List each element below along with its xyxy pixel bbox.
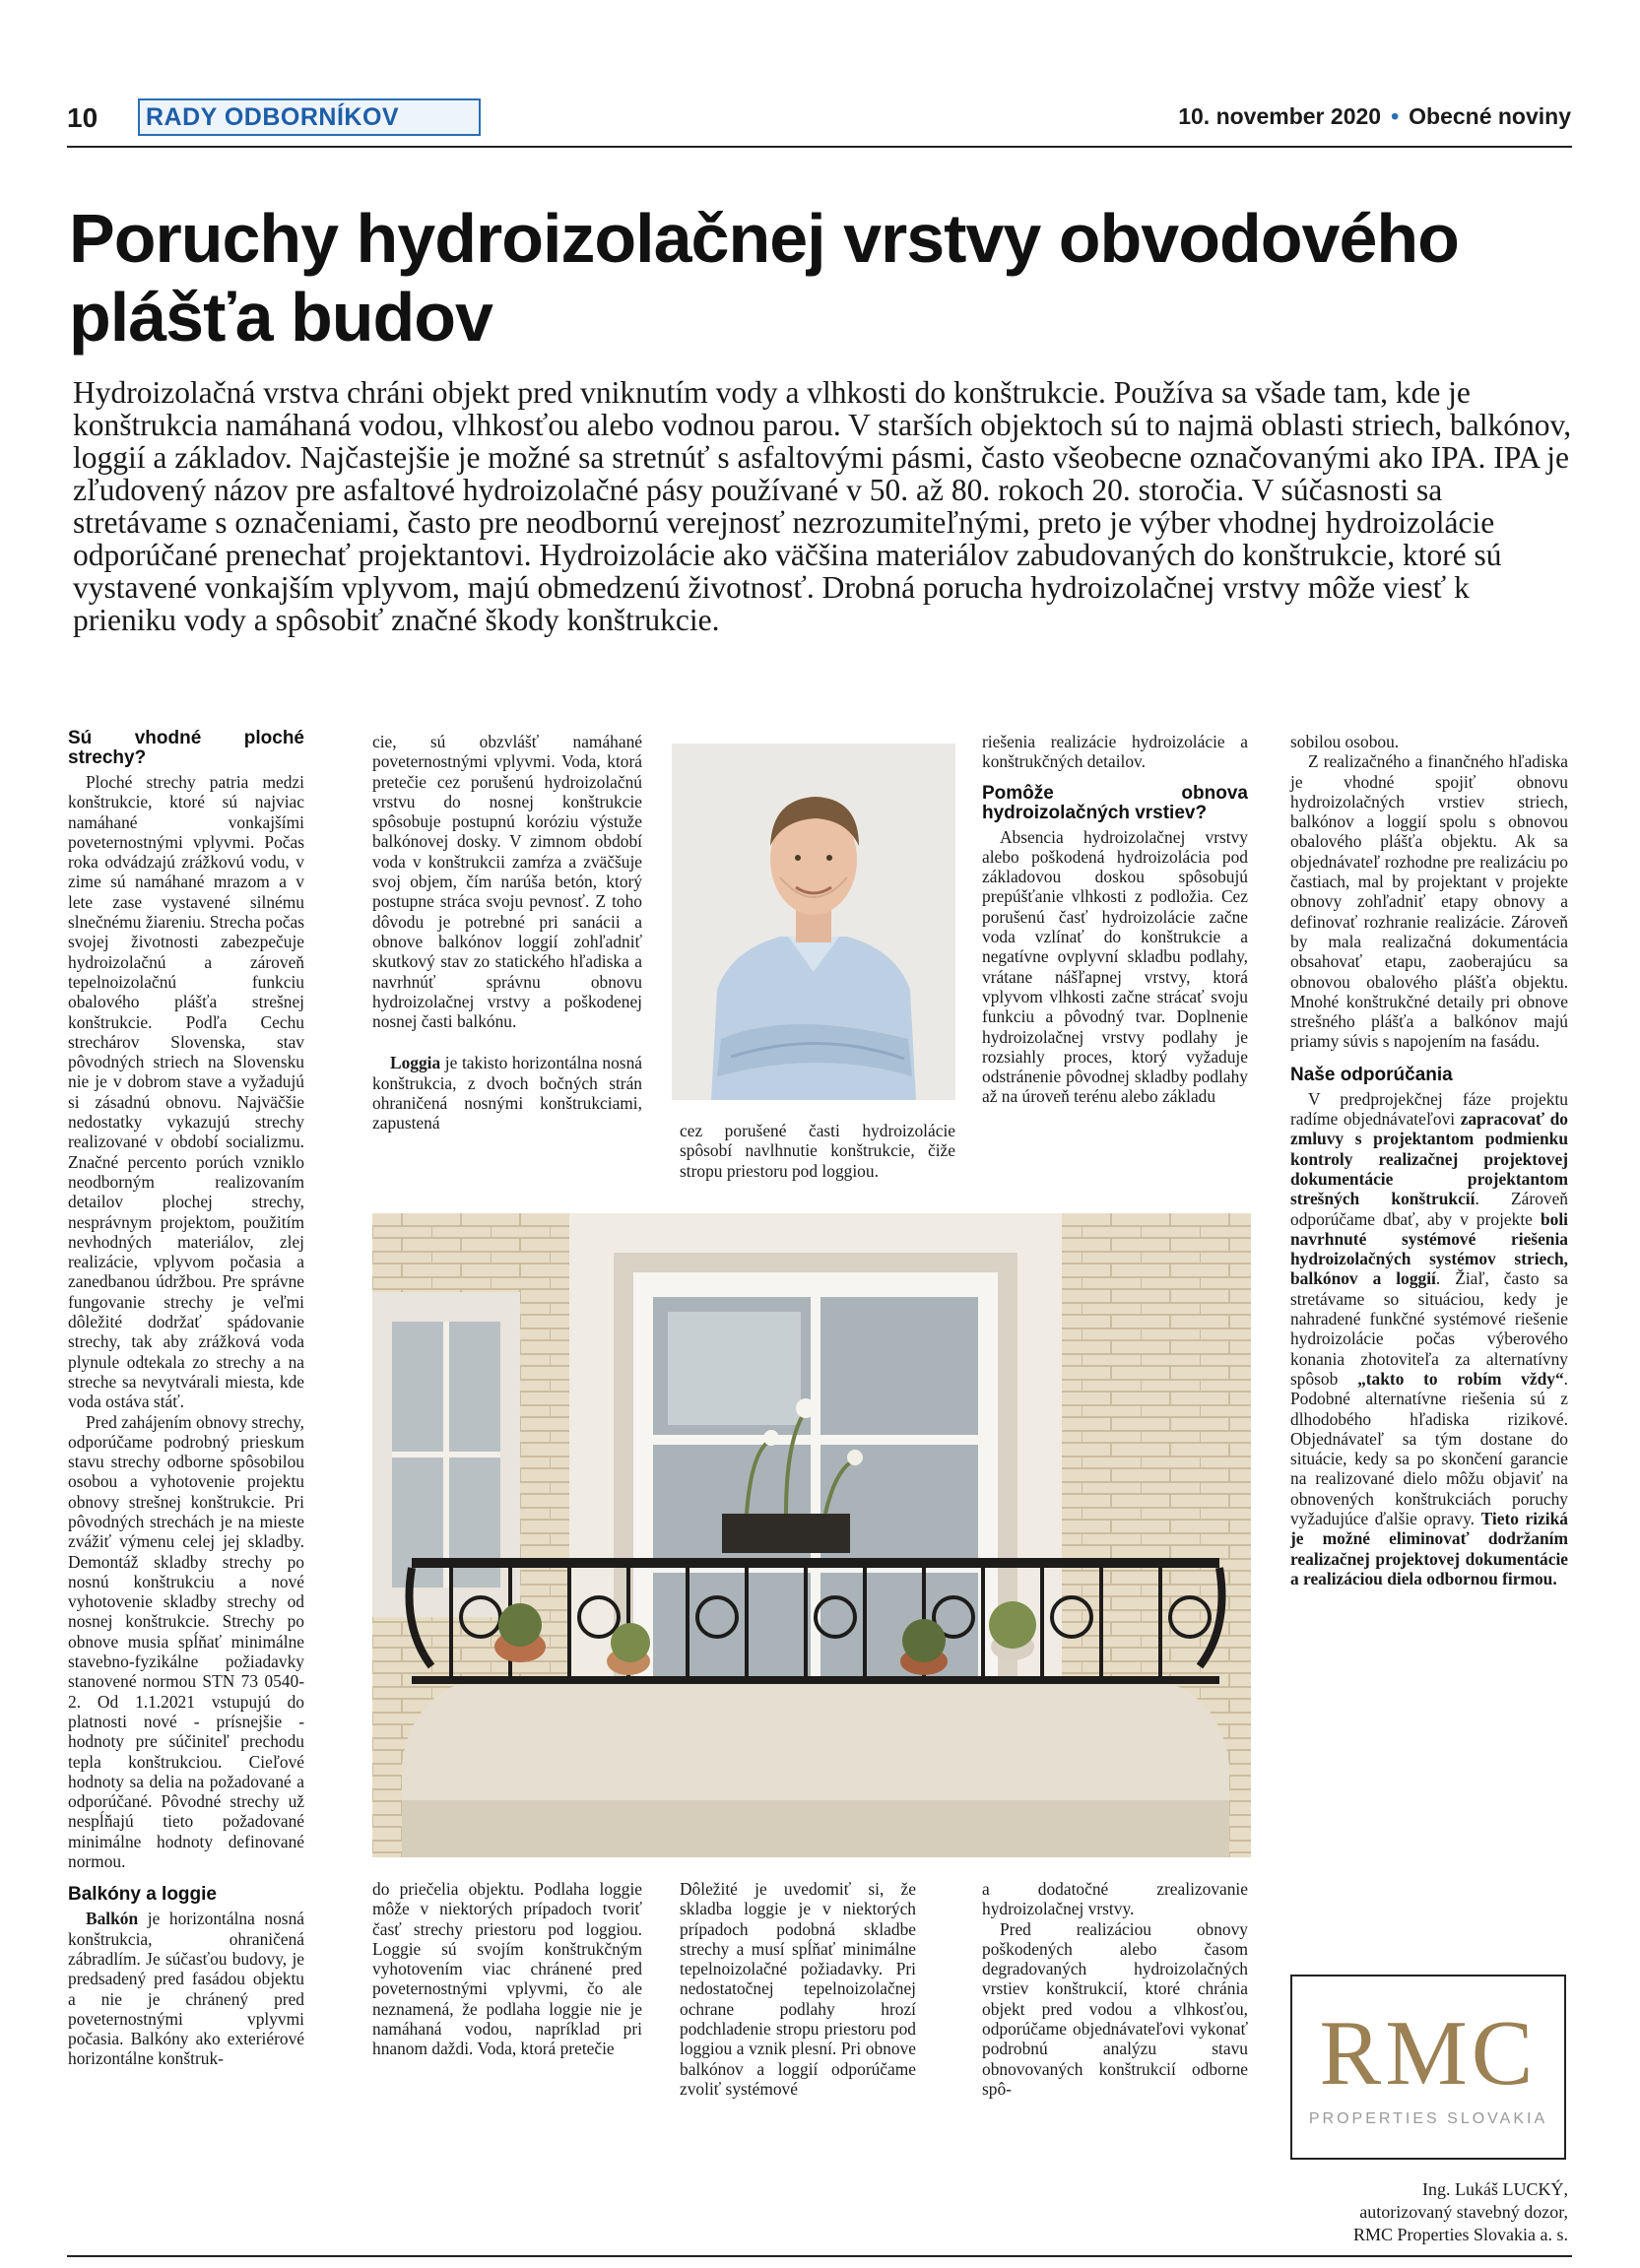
- column-3-continued: [680, 1879, 916, 2099]
- issue-date: 10. november 2020: [1178, 103, 1382, 129]
- subheading-recommendations: Naše odporúčania: [1290, 1064, 1453, 1085]
- author-name: Ing. Lukáš LUCKÝ,: [1422, 2179, 1568, 2199]
- emphasis: „takto to robím vždy“: [1357, 1368, 1564, 1389]
- author-company: RMC Properties Slovakia a. s.: [1353, 2225, 1568, 2244]
- portrait-illustration: [672, 744, 955, 1100]
- paragraph: cez porušené časti hydroizolácie spôsobí navlhnutie konštrukcie, čiže stropu priestoru pod loggiou.: [680, 1121, 955, 1181]
- rmc-logo: [1290, 1975, 1566, 2160]
- emphasis: boli navrhnuté systémové riešenia hydroizolačných systémov striech, balkónov a loggií: [1290, 1208, 1568, 1289]
- text: V predprojekčnej fáze projektu radíme objednávateľovi: [1290, 1088, 1568, 1130]
- column-5: [1290, 732, 1568, 1588]
- paragraph-text: je horizontálna nosná konštrukcia, ohraničená zábradlím. Je súčasťou budovy, je predsadený pred fasádou objektu a nie je chránený pred poveternostnými vplyvmi počasia. Balkóny ako exteriérové horizontálne konštruk-: [68, 1909, 304, 2069]
- author-signature: [1282, 2178, 1568, 2246]
- column-2: [372, 732, 642, 1134]
- column-1: [68, 729, 304, 2069]
- author-portrait: [672, 744, 955, 1100]
- paragraph: [372, 1053, 642, 1133]
- term-loggia: Loggia: [390, 1053, 441, 1073]
- publication-name: Obecné noviny: [1409, 103, 1571, 129]
- paragraph: cie, sú obzvlášť namáhané poveternostnými vplyvmi. Voda, ktorá pretečie cez porušenú hydroizolačnú vrstvu do nosnej konštrukcie spôsobuje postupnú koróziu výstuže balkónovej dosky. V zimnom období voda v konštrukcii zamŕza a zväčšuje svoj objem, čím narúša betón, ktorý postupne stráca svoju pevnosť. Z toho dôvodu je potrebné pri sanácii a obnove balkónov loggií zohľadniť skutkový stav zo statického hľadiska a navrhnúť správnu obnovu hydroizolačnej vrstvy a poškodenej nosnej časti balkónu.: [372, 732, 642, 1032]
- paragraph: sobilou osobou.: [1290, 732, 1400, 751]
- balcony-photo: [372, 1213, 1251, 1857]
- author-role: autorizovaný stavebný dozor,: [1359, 2202, 1568, 2222]
- paragraph: [1290, 1089, 1568, 1588]
- subheading-balconies: Balkóny a loggie: [68, 1884, 217, 1906]
- page-number: 10: [67, 102, 98, 133]
- paragraph: Pred zahájením obnovy strechy, odporúčame podrobný prieskum stavu strechy odborne spôsobilou osobou a vyhotovenie projektu obnovy strešnej konštrukcie. Pri pôvodných strechách je na mieste zvážiť výmenu celej jej skladby. Demontáž skladby strechy po nosnú konštrukciu a nové vyhotovenie skladby strechy od nosnej konštrukcie. Strechy po obnove musia spĺňať minimálne stavebno-fyzikálne požiadavky stanovené normou STN 73 0540-2. Od 1.1.2021 vstupujú do platnosti nové - prísnejšie - hodnoty pre súčiniteľ prechodu tepla konštrukciou. Cieľové hodnoty sa delia na požadované a odporúčané. Pôvodné strechy už nespĺňajú tieto požadované minimálne hodnoty definované normou.: [68, 1411, 304, 1872]
- paragraph: Absencia hydroizolačnej vrstvy alebo poškodená hydroizolácia pod základovou doskou spôsobujú prepúšťanie vlhkosti z podložia. Cez porušenú časť hydroizolácie začne voda vzlínať do konštrukcie a negatívne ovplyvní skladbu podlahy, vrátane nášľapnej vrstvy, ktorá vplyvom vlhkosti začne strácať svoju funkciu a pôvodný tvar. Doplnenie hydroizolačnej vrstvy podlahy je rozsiahly proces, ktorý vyžaduje odstránenie pôvodnej skladby podlahy až na úroveň terénu alebo základu: [982, 826, 1248, 1107]
- paragraph: a dodatočné zrealizovanie hydroizolačnej vrstvy.: [982, 1879, 1248, 1919]
- issue-info: [1178, 103, 1571, 130]
- lead-paragraph: Hydroizolačná vrstva chráni objekt pred vniknutím vody a vlhkosti do konštrukcie. Používa sa všade tam, kde je konštrukcia namáhaná vodou, vlhkosťou alebo vodnou parou. V starších objektoch sú to najmä oblasti striech, balkónov, loggií a základov. Najčastejšie je možné sa stretnúť s asfaltovými pásmi, často všeobecne označovanými ako IPA. IPA je zľudovený názov pre asfaltové hydroizolačné pásy používané v 50. až 80. rokoch 20. storočia. V súčasnosti sa stretávame s označeniami, často pre neodbornú verejnosť nezrozumiteľnými, preto je výber vhodnej hydroizolácie odporúčané prenechať projektantovi. Hydroizolácie ako väčšina materiálov zabudovaných do konštrukcie, ktoré sú vystavené vonkajším vplyvom, majú obmedzenú životnosť. Drobná porucha hydroizolačnej vrstvy môže viesť k prieniku vody a spôsobiť značné škody konštrukcie.: [73, 375, 1572, 637]
- term-balcony: Balkón: [86, 1909, 139, 1929]
- paragraph: Ploché strechy patria medzi konštrukcie, ktoré sú najviac namáhané vonkajšími poveternostnými vplyvmi. Počas roka odvádzajú zrážkovú vodu, v zime sú namáhané mrazom a v lete zase vystavené silnému slnečnému žiareniu. Strecha počas svojej životnosti zabezpečuje hydroizolačnú a zároveň tepelnoizolačnú funkciu obalového plášťa strešnej konštrukcie. Podľa Cechu strechárov Slovenska, stav pôvodných striech na Slovensku nie je v dobrom stave a vyžadujú si zásadnú obnovu. Najväčšie nedostatky vykazujú strechy realizované v období socializmu. Značné percento porúch vzniklo neodborným realizovaním detailov plochej strechy, nesprávnym projektom, použitím nevhodných materiálov, zlej realizácie, vplyvom počasia a zanedbanou údržbou. Pre správne fungovanie strechy je veľmi dôležité dodržať spádovanie strechy, tak aby zrážková voda plynule odtekala zo strechy a na streche sa nevytvárali miesta, kde voda ostáva stáť.: [68, 772, 304, 1412]
- paragraph: Pred realizáciou obnovy poškodených alebo časom degradovaných hydroizolačných vrstiev konštrukcií, ktoré chránia objekt pred vodou a vlhkosťou, odporúčame objednávateľovi vykonať podrobnú analýzu stavu obnovovaných konštrukcií odborne spô-: [982, 1918, 1248, 2099]
- headline-line-1: Poruchy hydroizolačnej vrstvy obvodového: [69, 200, 1459, 277]
- text: . Zároveň odporúčame dbať, aby v projekte: [1290, 1189, 1568, 1229]
- subheading-renovation: Pomôže obnova hydroizolačných vrstiev?: [982, 782, 1248, 823]
- emphasis: Tieto riziká je možné eliminovať dodržaním realizačnej projektovej dokumentácie a realizáciou diela odbornou firmou.: [1290, 1508, 1568, 1588]
- separator: •: [1391, 103, 1400, 129]
- column-4: [982, 732, 1248, 1107]
- column-4-continued: [982, 1879, 1248, 2099]
- section-label: RADY ODBORNÍKOV: [138, 98, 481, 136]
- column-3: [680, 1121, 955, 1181]
- footer-rule: [67, 2255, 1572, 2257]
- headline: [69, 199, 1586, 356]
- paragraph: Z realizačného a finančného hľadiska je vhodné spojiť obnovu hydroizolačných vrstiev striech, balkónov a loggií spolu s obnovou obalového plášťa objektu. Ak sa objednávateľ rozhodne pre realizáciu po častiach, mal by projektant v projekte obnovy zohľadniť etapy obnovy a definovať rozhranie realizácie. Zároveň by mala realizačná dokumentácia obsahovať etapu, zaoberajúcu sa obnovou obalového plášťa objektu. Mnohé konštrukčné detaily pri obnove strešného plášťa a balkónov majú priamy súvis s napojením na fasádu.: [1290, 751, 1568, 1052]
- logo-subtitle: PROPERTIES SLOVAKIA: [1308, 2110, 1548, 2127]
- emphasis: zapracovať do zmluvy s projektantom podmienku kontroly realizačnej projektovej dokumentácie projektantom strešných konštrukcií: [1290, 1109, 1568, 1209]
- paragraph-text: je takisto horizontálna nosná konštrukcia, z dvoch bočných strán ohraničená nosnými konštrukciami, zapustená: [372, 1053, 642, 1134]
- paragraph: Dôležité je uvedomiť si, že skladba loggie je v niektorých prípadoch podobná skladbe strechy a musí spĺňať minimálne tepelnoizolačné požiadavky. Pri nedostatočnej tepelnoizolačnej ochrane podlahy hrozí podchladenie stropu priestoru pod loggiou a vznik plesní. Pri obnove balkónov a loggií odporúčame zvoliť systémové: [680, 1879, 916, 2099]
- header-rule: [67, 146, 1572, 148]
- balcony-illustration: [372, 1213, 1251, 1857]
- paragraph: do priečelia objektu. Podlaha loggie môže v niektorých prípadoch tvoriť časť strechy priestoru pod loggiou. Loggie sú svojím konštrukčným vyhotovením viac chránené pred poveternostnými vplyvmi, čo ale neznamená, že podlaha loggie nie je namáhaná vodou, napríklad pri hnanom daždi. Voda, ktorá pretečie: [372, 1879, 642, 2059]
- paragraph: riešenia realizácie hydroizolácie a konštrukčných detailov.: [982, 732, 1248, 772]
- column-2-continued: [372, 1879, 642, 2059]
- headline-line-2: plášťa budov: [69, 279, 492, 356]
- logo-wordmark: RMC: [1319, 2002, 1538, 2105]
- paragraph: [68, 1909, 304, 2068]
- text: . Žiaľ, často sa stretávame so situáciou, kedy je nahradené funkčné systémové riešenie hydroizolácie počas výberového konania zhotoviteľa za alternatívny spôsob: [1290, 1268, 1568, 1389]
- text: . Podobné alternatívne riešenia sú z dlhodobého hľadiska rizikové. Objednávateľ sa tým dostane do situácie, kedy sa po skončení garancie na realizované dielo môžu objaviť na obnovených konštrukciách poruchy vyžadujúce ďalšie opravy.: [1290, 1368, 1569, 1528]
- subheading-flat-roofs: Sú vhodné ploché strechy?: [68, 728, 304, 768]
